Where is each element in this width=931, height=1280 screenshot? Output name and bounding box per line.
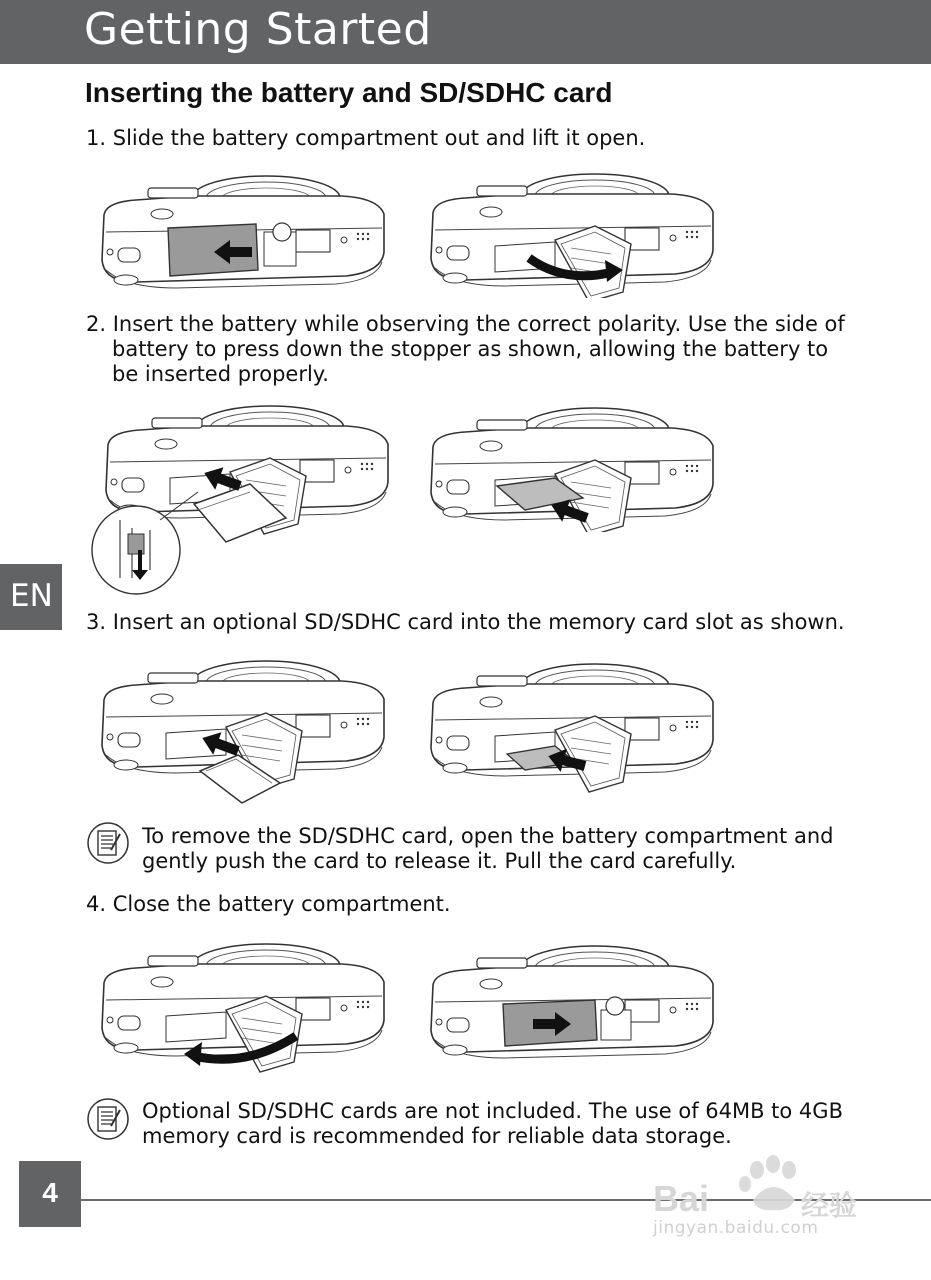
illustration-step3-card-inserted: [425, 658, 725, 793]
step-2-line-1: Insert the battery while observing the correct polarity. Use the side of: [112, 312, 845, 336]
step-2-line-3: be inserted properly.: [112, 362, 329, 386]
note-2-line-2: memory card is recommended for reliable data storage.: [142, 1124, 732, 1148]
step-4-number: 4.: [86, 892, 107, 916]
note-remove-card: [142, 824, 862, 874]
step-1-number: 1.: [86, 126, 107, 150]
watermark-url: jingyan.baidu.com: [653, 1218, 819, 1238]
page-title: Getting Started: [84, 4, 432, 55]
illustration-step2-insert-battery: [425, 402, 725, 532]
page-number-box: [19, 1161, 81, 1227]
illustration-step1-lift-open: [425, 168, 725, 298]
illustration-step3-card-outside: [96, 655, 396, 805]
illustration-step1-slide-compartment: [96, 170, 396, 295]
illustration-step2-stopper: [90, 400, 390, 595]
header-bar: [0, 0, 931, 64]
step-2-line-2: battery to press down the stopper as shown, allowing the battery to: [112, 337, 829, 361]
note-2-line-1: Optional SD/SDHC cards are not included. The use of 64MB to 4GB: [142, 1099, 843, 1123]
step-2: [86, 312, 866, 387]
step-1-text: Slide the battery compartment out and lift it open.: [112, 126, 646, 150]
watermark-brand: Bai: [653, 1178, 710, 1219]
language-label: EN: [10, 578, 53, 614]
illustration-step4-close-door: [96, 938, 396, 1073]
note-1-line-2: gently push the card to release it. Pull the card carefully.: [142, 849, 737, 873]
note-icon: [87, 1098, 129, 1140]
step-1: [86, 126, 876, 151]
section-title: Inserting the battery and SD/SDHC card: [85, 77, 613, 108]
note-icon: [87, 822, 129, 864]
watermark-brand-cn: 经验: [801, 1189, 858, 1222]
step-3-text: Insert an optional SD/SDHC card into the memory card slot as shown.: [112, 610, 845, 634]
language-tab: [0, 564, 62, 630]
step-4-text: Close the battery compartment.: [112, 892, 451, 916]
step-3-number: 3.: [86, 610, 107, 634]
note-1-line-1: To remove the SD/SDHC card, open the battery compartment and: [142, 824, 834, 848]
step-2-number: 2.: [86, 312, 107, 336]
step-3: [86, 610, 876, 635]
baidu-watermark: [649, 1140, 869, 1240]
step-4: [86, 892, 876, 917]
page-number: 4: [42, 1177, 58, 1208]
illustration-step4-slide-lock: [425, 940, 725, 1065]
